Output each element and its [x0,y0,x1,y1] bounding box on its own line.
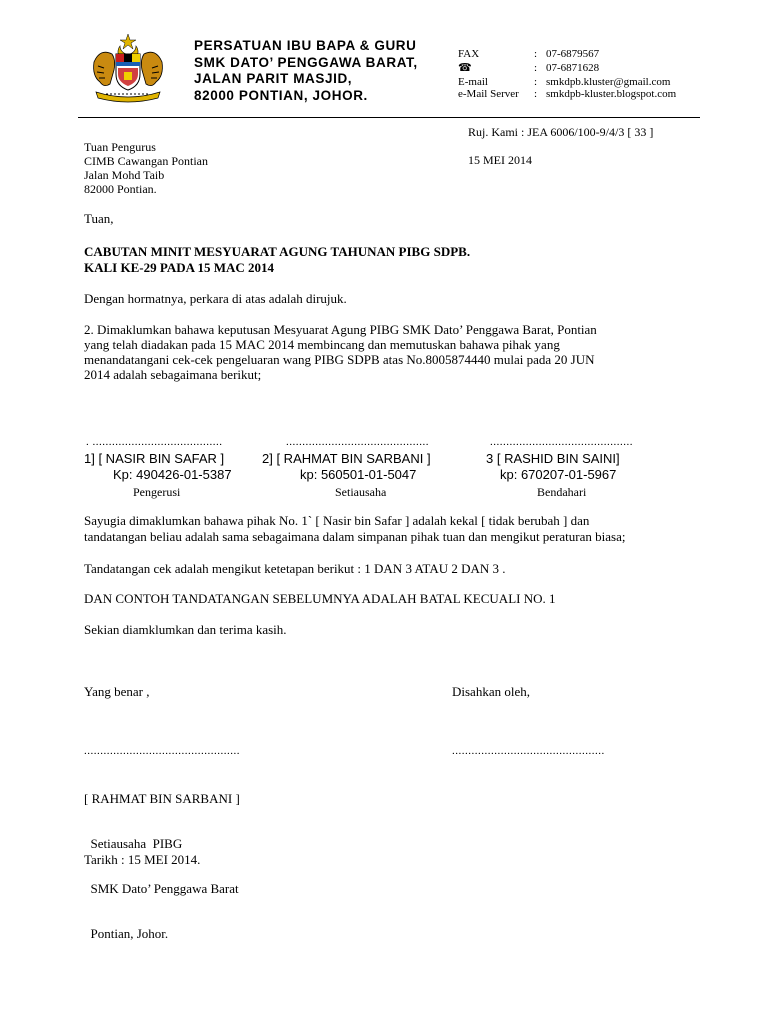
paragraph-3: Sayugia dimaklumkan bahawa pihak No. 1` [ Nasir bin Safar ] adalah kekal [ tidak berubah ] dan tandatangan beliau adalah sama sebagaimana dalam simpanan pihak tuan dan mengikut peraturan biasa; [84,513,626,544]
yours-faithfully: Yang benar , [84,684,150,699]
verified-by: Disahkan oleh, [452,684,530,699]
contact-fax: FAX : 07-6879567 [458,48,600,60]
crest-logo [86,32,170,104]
signature-line-2: ............................................ [286,436,429,448]
sender-block: [ RAHMAT BIN SARBANI ] Setiausaha PIBG SMK Dato’ Penggawa Barat Pontian, Johor. [84,791,240,941]
signature-line-3: ............................................ [490,436,633,448]
signature-line-1: . ........................................ [86,436,223,448]
subject: CABUTAN MINIT MESYUARAT AGUNG TAHUNAN PIBG SDPB. KALI KE-29 PADA 15 MAC 2014 [84,244,471,275]
verifier-signature-line: ............................................... [452,745,605,757]
signatory-2-role: Setiausaha [335,485,387,499]
signatory-1-name: 1] [ NASIR BIN SAFAR ] [84,451,225,466]
sender-signature-line: ................................................ [84,745,240,757]
phone-icon: ☎ [458,62,472,74]
letter-date: 15 MEI 2014 [468,153,532,167]
reference-number: Ruj. Kami : JEA 6006/100-9/4/3 [ 33 ] [468,125,654,139]
paragraph-5: DAN CONTOH TANDATANGAN SEBELUMNYA ADALAH BATAL KECUALI NO. 1 [84,591,556,606]
salutation: Tuan, [84,211,114,226]
org-line-4: 82000 PONTIAN, JOHOR. [194,87,368,103]
signatory-3-kp: kp: 670207-01-5967 [500,467,617,482]
signatory-1-role: Pengerusi [133,485,181,499]
paragraph-2: 2. Dimaklumkan bahawa keputusan Mesyuarat Agung PIBG SMK Dato’ Penggawa Barat, Pontian yang telah diadakan pada 15 MAC 2014 membincang dan memutuskan bahawa pihak yang menandatangani cek-cek pengeluaran wang PIBG SDPB atas No.8005874440 mulai pada 20 JUN 2014 adalah sebagaimana berikut; [84,322,597,382]
contact-email-server: e-Mail Server : smkdpb-kluster.blogspot.com [458,88,677,100]
recipient-address: Tuan Pengurus CIMB Cawangan Pontian Jalan Mohd Taib 82000 Pontian. [84,140,208,196]
signatory-2-name: 2] [ RAHMAT BIN SARBANI ] [262,451,431,466]
signatory-3-role: Bendahari [537,485,587,499]
contact-phone: ☎ : 07-6871628 [458,62,600,74]
signatory-3-name: 3 [ RASHID BIN SAINI] [486,451,620,466]
closing: Sekian diamklumkan dan terima kasih. [84,622,287,637]
org-line-1: PERSATUAN IBU BAPA & GURU [194,38,417,53]
paragraph-4: Tandatangan cek adalah mengikut ketetapan berikut : 1 DAN 3 ATAU 2 DAN 3 . [84,561,506,576]
header-rule [78,117,700,118]
signatory-1-kp: Kp: 490426-01-5387 [113,467,232,482]
tarikh: Tarikh : 15 MEI 2014. [84,852,201,867]
org-line-2: SMK DATO’ PENGGAWA BARAT, [194,54,418,70]
greeting: Dengan hormatnya, perkara di atas adalah dirujuk. [84,291,347,306]
org-line-3: JALAN PARIT MASJID, [194,71,353,86]
signatory-2-kp: kp: 560501-01-5047 [300,467,417,482]
contact-email: E-mail : smkdpb.kluster@gmail.com [458,76,671,88]
